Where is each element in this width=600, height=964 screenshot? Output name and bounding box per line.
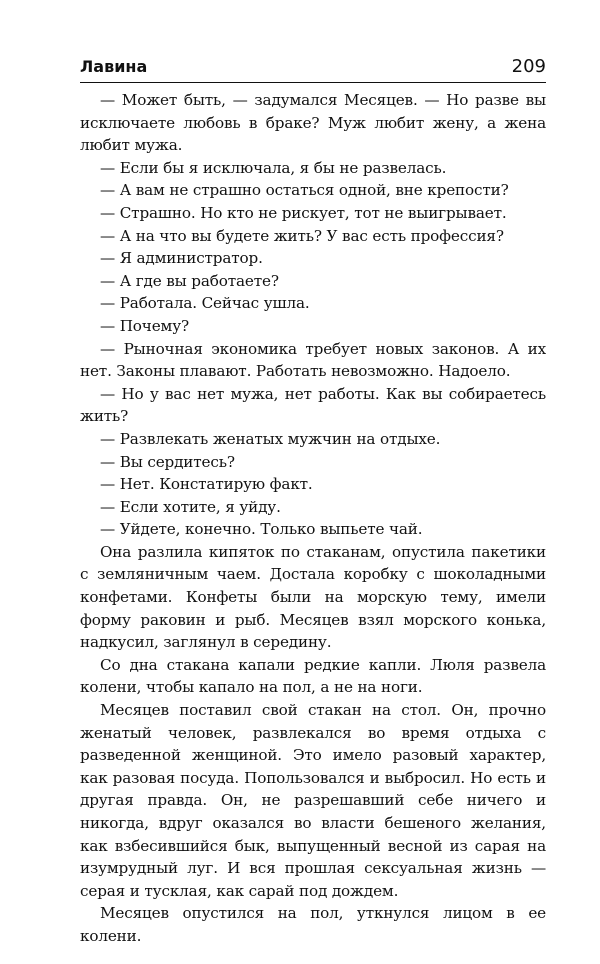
paragraph: — Работала. Сейчас ушла. [100, 294, 310, 313]
paragraph: — А на что вы будете жить? У вас есть профессия? [100, 226, 504, 245]
paragraph: — Я администратор. [100, 249, 263, 268]
paragraph: — Рыночная экономика требует новых законов. А их нет. Законы плавают. Работать невозможно. Надоело. [80, 339, 546, 381]
running-title: Лавина [80, 57, 148, 76]
paragraph: — А где вы работаете? [100, 271, 279, 290]
paragraph: — Почему? [100, 316, 189, 335]
paragraph: — Нет. Констатирую факт. [100, 475, 313, 494]
paragraph: Со дна стакана капали редкие капли. Люля развела колени, чтобы капало на пол, а не на ноги. [80, 655, 546, 697]
paragraph: Она разлила кипяток по стаканам, опустила пакетики с земляничным чаем. Достала коробку с шоколадными конфетами. Конфеты были на морскую тему, имели форму раковин и рыб. Месяцев взял морского конька, надкусил, заглянул в середину. [80, 542, 546, 652]
paragraph: Месяцев поставил свой стакан на стол. Он, прочно женатый человек, развлекался во время отдыха с разведенной женщиной. Это имело разовый характер, как разовая посуда. Попользовался и выбросил. Но есть и другая правда. Он, не разрешавший себе ничего и никогда, вдруг оказался во власти бешеного желания, как взбесившийся бык, выпущенный весной из сарая на изумрудный луг. И вся прошлая сексуальная жизнь — серая и тусклая, как сарай под дождем. [80, 701, 546, 900]
page-number: 209 [511, 56, 546, 77]
book-page [80, 56, 546, 948]
paragraph: — Если бы я исключала, я бы не развелась. [100, 158, 447, 177]
paragraph: — Вы сердитесь? [100, 452, 235, 471]
paragraph: — Если хотите, я уйду. [100, 497, 281, 516]
paragraph: — А вам не страшно остаться одной, вне крепости? [100, 181, 509, 200]
paragraph: — Развлекать женатых мужчин на отдыхе. [100, 429, 441, 448]
paragraph: Месяцев опустился на пол, уткнулся лицом в ее колени. [80, 904, 546, 945]
paragraph: — Может быть, — задумался Месяцев. — Но разве вы исключаете любовь в браке? Муж любит жену, а жена любит мужа. [80, 91, 546, 155]
running-head [80, 56, 546, 83]
body-text [80, 89, 546, 948]
paragraph: — Но у вас нет мужа, нет работы. Как вы собираетесь жить? [80, 384, 546, 426]
paragraph: — Страшно. Но кто не рискует, тот не выигрывает. [100, 203, 507, 222]
paragraph: — Уйдете, конечно. Только выпьете чай. [100, 520, 423, 539]
